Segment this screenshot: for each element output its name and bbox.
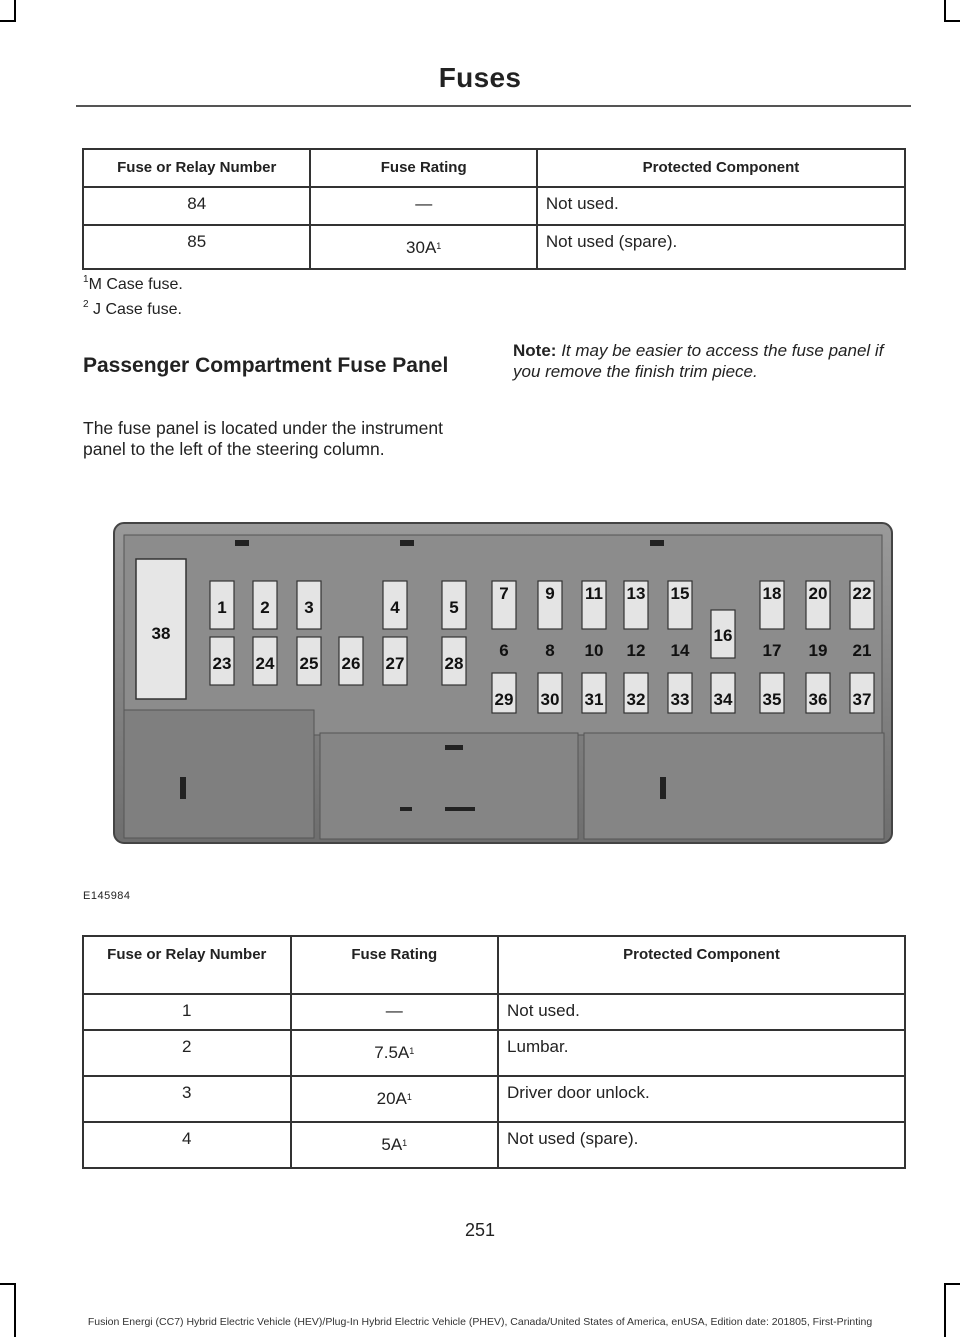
footnote-text: M Case fuse. (88, 276, 183, 293)
crop-mark-top-left (14, 0, 16, 22)
fuse-label: 4 (390, 598, 400, 617)
fuse-label: 38 (151, 624, 171, 643)
table-row (83, 994, 905, 1030)
section-body: The fuse panel is located under the instrument panel to the left of the steering column. (83, 418, 443, 459)
fuse-label: 37 (852, 690, 872, 709)
footnote-1 (83, 276, 183, 294)
fuse-label: 10 (584, 641, 604, 660)
column-header-component: Protected Component (498, 936, 905, 994)
fuse-label: 14 (670, 641, 690, 660)
protected-component: Not used. (537, 187, 905, 225)
fuse-label: 6 (499, 641, 509, 660)
fuse-number: 4 (83, 1122, 291, 1168)
fuse-label: 24 (255, 654, 275, 673)
footnote-ref: 1 (402, 1138, 408, 1148)
column-header-rating: Fuse Rating (310, 149, 536, 187)
footnote-mark: 2 (83, 299, 89, 310)
table-row (83, 225, 905, 269)
fuse-number: 3 (83, 1076, 291, 1122)
fuse-label: 21 (852, 641, 872, 660)
protected-component: Driver door unlock. (498, 1076, 905, 1122)
page-title: Fuses (438, 62, 522, 93)
table-row (83, 187, 905, 225)
page-number: 251 (464, 1220, 496, 1240)
figure-id: E145984 (83, 890, 131, 902)
fuse-rating-value: 30A (406, 238, 437, 257)
fuse-rating-value: 5A (381, 1135, 403, 1154)
fuse-rating (291, 1122, 499, 1168)
fuse-label: 3 (304, 598, 314, 617)
column-header-number: Fuse or Relay Number (83, 149, 310, 187)
crop-mark-bottom-right (944, 1283, 946, 1337)
fuse-rating-value: — (415, 194, 433, 213)
fuse-rating-value: 7.5A (374, 1043, 410, 1062)
fuse-label: 35 (762, 690, 782, 709)
section-heading: Passenger Compartment Fuse Panel (83, 354, 449, 377)
fuse-label: 12 (626, 641, 646, 660)
table-row (83, 1122, 905, 1168)
note-text: It may be easier to access the fuse panel if you remove the finish trim piece. (513, 341, 884, 381)
fuse-label: 26 (341, 654, 361, 673)
crop-mark-top-right (944, 0, 946, 22)
footnote-ref: 1 (406, 1092, 412, 1102)
protected-component: Not used (spare). (498, 1122, 905, 1168)
fuse-label: 36 (808, 690, 828, 709)
fuse-number: 1 (83, 994, 291, 1030)
crop-mark-top-right-h (944, 20, 960, 22)
note-label: Note: (513, 341, 557, 360)
fuse-label: 28 (444, 654, 464, 673)
protected-component: Not used. (498, 994, 905, 1030)
footnote-text: J Case fuse. (93, 301, 182, 318)
fuse-rating (291, 1030, 499, 1076)
fuse-label: 9 (545, 584, 555, 603)
page-footer: Fusion Energi (CC7) Hybrid Electric Vehicle (HEV)/Plug-In Hybrid Electric Vehicle (PHEV), Canada/United States of America, enUSA, Edition date: 201805, First-Printing (87, 1316, 873, 1328)
crop-mark-bottom-left-h (0, 1283, 16, 1285)
fuse-label: 17 (762, 641, 782, 660)
fuse-label: 18 (762, 584, 782, 603)
fuse-label: 30 (540, 690, 560, 709)
fuse-label: 1 (217, 598, 227, 617)
fuse-number: 84 (83, 187, 310, 225)
fuse-label: 19 (808, 641, 828, 660)
fuse-label: 31 (584, 690, 604, 709)
fuse-label: 16 (713, 626, 733, 645)
crop-mark-top-left-h (0, 20, 16, 22)
protected-component: Not used (spare). (537, 225, 905, 269)
fuse-label: 22 (852, 584, 872, 603)
fuse-rating (291, 994, 499, 1030)
note (513, 340, 913, 382)
protected-component: Lumbar. (498, 1030, 905, 1076)
fuse-number: 2 (83, 1030, 291, 1076)
fuse-label: 29 (494, 690, 514, 709)
header-rule (76, 105, 911, 107)
crop-mark-bottom-right-h (944, 1283, 960, 1285)
fuse-label: 15 (670, 584, 690, 603)
footnote-ref: 1 (436, 241, 442, 251)
footnote-mark: 1 (83, 274, 89, 285)
fuse-table-top (82, 148, 906, 270)
fuse-rating (310, 225, 536, 269)
crop-mark-bottom-left (14, 1283, 16, 1337)
fuse-panel-diagram (110, 515, 896, 855)
fuse-label: 11 (585, 584, 603, 603)
fuse-label: 33 (670, 690, 690, 709)
fuse-label: 27 (385, 654, 405, 673)
footnote-ref: 1 (409, 1046, 415, 1056)
fuse-label: 25 (299, 654, 319, 673)
fuse-label: 34 (713, 690, 733, 709)
fuse-label: 20 (808, 584, 828, 603)
fuse-rating-value: — (385, 1001, 403, 1020)
fuse-table-bottom (82, 935, 906, 1169)
fuse-label: 32 (626, 690, 646, 709)
fuse-rating-value: 20A (376, 1089, 407, 1108)
fuse-label: 2 (260, 598, 270, 617)
fuse-label: 13 (626, 584, 646, 603)
footnote-2 (83, 301, 182, 319)
table-row (83, 1076, 905, 1122)
table-row (83, 1030, 905, 1076)
fuse-rating (310, 187, 536, 225)
fuse-label: 23 (212, 654, 232, 673)
column-header-number: Fuse or Relay Number (83, 936, 291, 994)
fuse-rating (291, 1076, 499, 1122)
fuse-label: 5 (449, 598, 459, 617)
column-header-rating: Fuse Rating (291, 936, 499, 994)
fuse-label: 7 (499, 584, 509, 603)
column-header-component: Protected Component (537, 149, 905, 187)
fuse-number: 85 (83, 225, 310, 269)
fuse-label: 8 (545, 641, 555, 660)
